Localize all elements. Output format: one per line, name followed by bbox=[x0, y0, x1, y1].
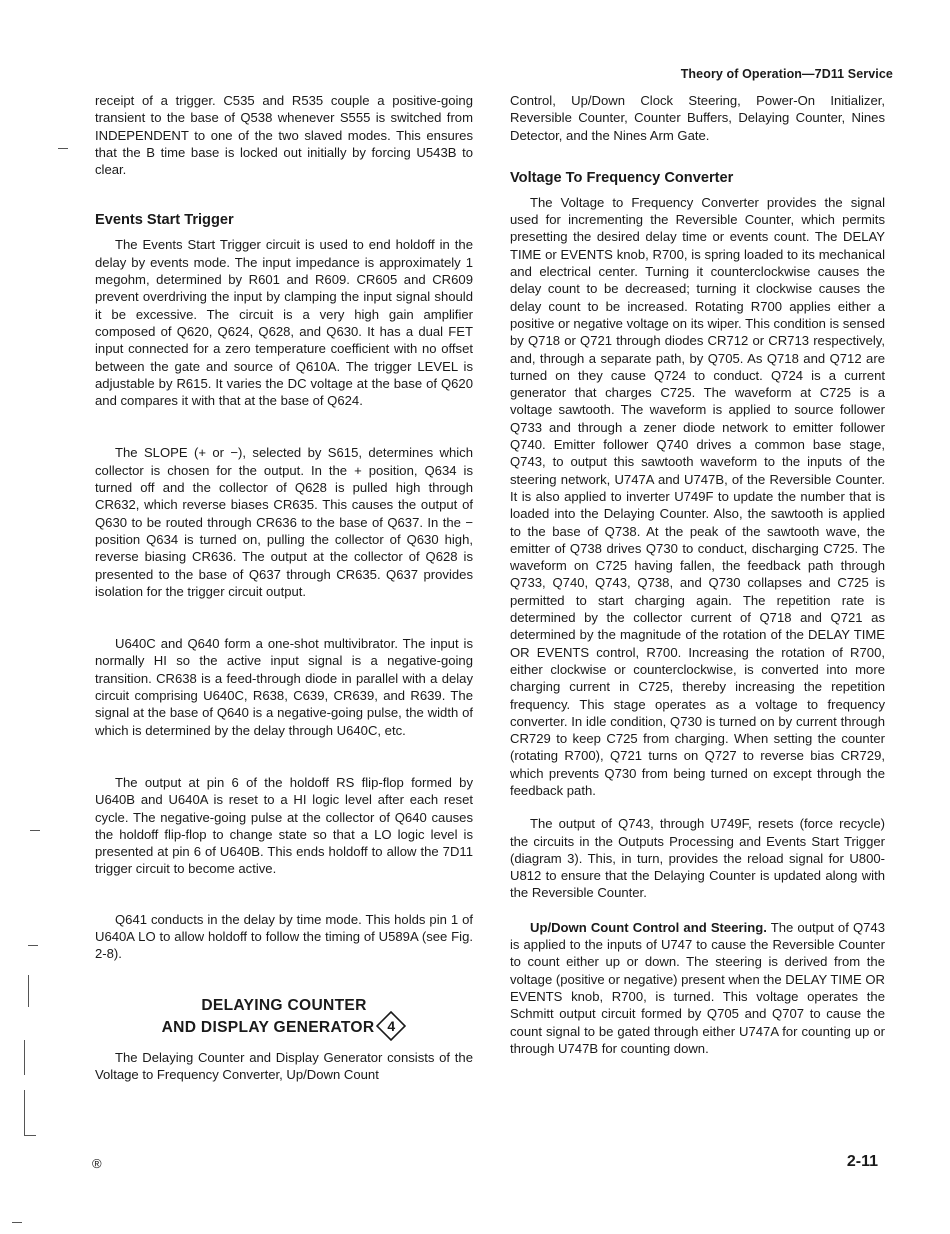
scan-mark bbox=[30, 830, 40, 831]
paragraph-continuation: Control, Up/Down Clock Steering, Power-On Initializer, Reversible Counter, Counter Buffers, Delaying Counter, Nines Detector, and the Nines Arm Gate. bbox=[510, 93, 885, 143]
scan-mark bbox=[12, 1222, 22, 1223]
right-column bbox=[510, 92, 885, 1057]
paragraph: The SLOPE (+ or −), selected by S615, determines which collector is chosen for the output. In the + position, Q634 is turned off and the collector of Q628 is pulled high through CR632, which reverse biases CR635. This causes the output of Q630 to be routed through CR636 to the base of Q637. In the − position Q634 is turned on, pulling the collector of Q630 high, reverse biasing CR636. The output at the collector of Q628 is presented to the base of Q637 through CR635. Q637 provides isolation for the trigger circuit output. bbox=[95, 445, 473, 599]
paragraph: The Events Start Trigger circuit is used to end holdoff in the delay by events mode. The input impedance is approximately 1 megohm, determined by R601 and R609. CR605 and CR609 prevent overdriving the input by clamping the input signal should it be excessive. The circuit is a very high gain amplifier composed of Q620, Q624, Q628, and Q630. It has a dual FET input connected for a zero temperature coefficient with no offset between the gate and source of Q610A. The trigger LEVEL is adjustable by R615. It varies the DC voltage at the base of Q620 and compares it with that at the base of Q624. bbox=[95, 237, 473, 409]
registered-mark: ® bbox=[92, 1156, 102, 1171]
diagram-number: 4 bbox=[387, 1017, 396, 1034]
paragraph-updown-count-control bbox=[510, 919, 885, 1057]
paragraph: U640C and Q640 form a one-shot multivibrator. The input is normally HI so the active input signal is a negative-going transition. CR638 is a feed-through diode in parallel with a delay circuit comprising U640C, R638, C639, CR639, and R639. The signal at the base of Q640 is a negative-going pulse, the width of which is determined by the delay through U640C, etc. bbox=[95, 636, 473, 738]
heading-voltage-to-frequency-converter: Voltage To Frequency Converter bbox=[510, 169, 734, 186]
scan-mark bbox=[28, 975, 29, 1007]
paragraph: The Voltage to Frequency Converter provides the signal used for incrementing the Reversible Counter, which permits presetting the desired delay time or events count. The DELAY TIME or EVENTS knob, R700, is spring loaded to its mechanical and electrical center. Turning it counterclockwise causes the delay count to be decreased; turning it clockwise causes the delay count to be increased. Rotating R700 applies either a positive or negative voltage on its wiper. This condition is sensed by Q718 or Q721 through diodes CR712 or CR713 respectively, and, through a separate path, by Q705. As Q718 and Q712 are turned on they cause Q724 to conduct. Q724 is a current generator that charges C725. The waveform at C725 is a voltage sawtooth. The waveform is applied to source follower Q733 and through a zener diode network to emitter follower Q740. Emitter follower Q740 drives a common base stage, Q743, to output this sawtooth waveform to the inputs of the steering network, U747A and U747B, of the Reversible Counter. It is also applied to inverter U749F to update the number that is loaded into the Delaying Counter. Also, the sawtooth is applied to the base of Q738. At the peak of the sawtooth wave, the emitter of Q738 drives Q730 to conduct, discharging C725. The waveform on C725 having fallen, the feedback path through Q733, Q740, Q743, Q738, and Q730 collapses and C725 is permitted to start charging again. The repetition rate is determined by the collector current of Q718 and Q721 as determined by the magnitude of the rotation of the DELAY TIME OR EVENTS control, R700. Increasing the rotation of R700, either clockwise or counterclockwise, is converted into more charging current in C725, thereby increasing the repetition frequency. This stage operates as a voltage to frequency converter. In idle condition, Q730 is turned on by current through CR729 to keep C725 from charging. When setting the counter (rotating R700), Q721 turns on Q727 to reverse bias CR729, which prevents Q730 from being turned on except through the feedback path. bbox=[510, 194, 885, 798]
heading-delaying-counter bbox=[95, 997, 473, 1043]
left-column bbox=[95, 92, 473, 1083]
heading-line-2-row bbox=[95, 1013, 473, 1043]
running-header: Theory of Operation—7D11 Service bbox=[680, 67, 893, 81]
diagram-number-diamond bbox=[376, 1011, 406, 1041]
scan-mark bbox=[24, 1135, 36, 1136]
paragraph: The output of Q743, through U749F, resets (force recycle) the circuits in the Outputs Processing and Events Start Trigger (diagram 3). This, in turn, provides the reload signal for U800-U812 to ensure that the Delaying Counter is updated along with the Reversible Counter. bbox=[510, 816, 885, 901]
paragraph: Q641 conducts in the delay by time mode. This holds pin 1 of U640A LO to allow holdoff to follow the timing of U589A (see Fig. 2-8). bbox=[95, 911, 473, 962]
scan-mark bbox=[24, 1040, 25, 1075]
paragraph: The output at pin 6 of the holdoff RS flip-flop formed by U640B and U640A is reset to a HI logic level after each reset cycle. The negative-going pulse at the collector of Q640 causes the holdoff flip-flop to change state so that a LO logic level is presented at pin 6 of U640B. This ends holdoff to allow the 7D11 trigger circuit to become active. bbox=[95, 774, 473, 877]
paragraph: The Delaying Counter and Display Generator consists of the Voltage to Frequency Converter, Up/Down Count bbox=[95, 1049, 473, 1082]
scan-mark bbox=[28, 945, 38, 946]
page-number: 2-11 bbox=[846, 1153, 878, 1170]
scan-mark bbox=[24, 1090, 25, 1135]
run-in-heading-updown: Up/Down Count Control and Steering. bbox=[530, 919, 767, 935]
heading-line-2: AND DISPLAY GENERATOR bbox=[161, 1018, 375, 1036]
paragraph-text: The output of Q743 is applied to the inputs of U747 to cause the Reversible Counter to count either up or down. The steering is derived from the voltage (positive or negative) present when the DELAY TIME OR EVENTS knob, R700, is turned. This voltage operates the Schmitt output circuit formed by Q705 and Q707 to cause the count signal to be gated through either U747A for counting up or through U747B for counting down. bbox=[510, 919, 885, 1056]
heading-line-1: DELAYING COUNTER bbox=[201, 996, 367, 1014]
paragraph-continuation: receipt of a trigger. C535 and R535 couple a positive-going transient to the base of Q538 whenever S555 is switched from INDEPENDENT to one of the two slaved modes. This ensures that the B time base is locked out initially by forcing U543B to clear. bbox=[95, 93, 473, 178]
scan-mark bbox=[58, 148, 68, 149]
heading-events-start-trigger: Events Start Trigger bbox=[95, 212, 234, 229]
